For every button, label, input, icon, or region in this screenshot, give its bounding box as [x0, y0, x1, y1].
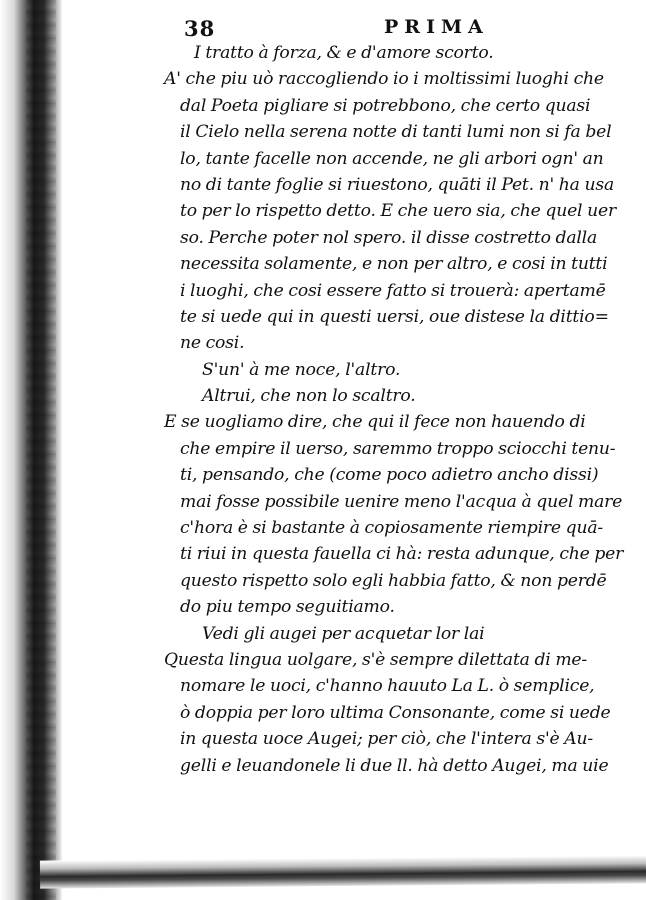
- binding-shadow: [26, 0, 56, 900]
- text-line: necessita solamente, e non per altro, e cosi in tutti: [180, 254, 608, 275]
- text-line: dal Poeta pigliare si potrebbono, che certo quasi: [180, 95, 591, 116]
- text-line: nomare le uoci, c'hanno hauuto La L. ò semplice,: [180, 676, 595, 697]
- page-bottom-edge: [40, 855, 646, 888]
- text-line: gelli e leuandonele li due ll. hà detto Augei, ma uie: [180, 755, 609, 776]
- text-line: i luoghi, che cosi essere fatto si trouerà: apertamē: [180, 280, 606, 301]
- text-line: ti riui in questa fauella ci hà: resta adunque, che per: [180, 544, 624, 565]
- page-number: 38: [184, 16, 216, 41]
- text-line: c'hora è si bastante à copiosamente riempire quā-: [180, 518, 603, 539]
- text-line: do piu tempo seguitiamo.: [180, 597, 395, 618]
- verse-line: Altrui, che non lo scaltro.: [202, 386, 416, 407]
- text-line: Questa lingua uolgare, s'è sempre dilettata di me-: [164, 649, 588, 670]
- text-line: lo, tante facelle non accende, ne gli arbori ogn' an: [180, 148, 604, 169]
- text-line: questo rispetto solo egli habbia fatto, & non perdē: [180, 570, 607, 591]
- text-line: che empire il uerso, saremmo troppo sciocchi tenu-: [180, 438, 616, 459]
- verse-line: S'un' à me noce, l'altro.: [202, 359, 401, 380]
- text-line: ti, pensando, che (come poco adietro ancho dissi): [180, 465, 599, 486]
- verse-line: Vedi gli augei per acquetar lor lai: [202, 623, 485, 644]
- running-head: PRIMA: [384, 16, 489, 38]
- text-line: ò doppia per loro ultima Consonante, come si uede: [180, 702, 611, 723]
- text-line: ne cosi.: [180, 333, 245, 354]
- text-line: mai fosse possibile uenire meno l'acqua à quel mare: [180, 491, 623, 512]
- text-line: A' che piu uò raccogliendo io i moltissimi luoghi che: [164, 69, 604, 90]
- text-line: to per lo rispetto detto. E che uero sia, che quel uer: [180, 201, 616, 222]
- text-line: te si uede qui in questi uersi, oue distese la dittio=: [180, 306, 609, 327]
- page-text-block: [164, 14, 624, 779]
- text-line: so. Perche poter nol spero. il disse costretto dalla: [180, 227, 598, 248]
- verse-line: I tratto à forza, & e d'amore scorto.: [194, 43, 494, 63]
- page-header: [164, 14, 602, 40]
- text-line: in questa uoce Augei; per ciò, che l'intera s'è Au-: [180, 729, 593, 750]
- text-line: il Cielo nella serena notte di tanti lumi non si fa bel: [180, 122, 612, 143]
- text-line: E se uogliamo dire, che qui il fece non hauendo di: [164, 412, 586, 433]
- text-line: no di tante foglie si riuestono, quāti il Pet. n' ha usa: [180, 174, 615, 195]
